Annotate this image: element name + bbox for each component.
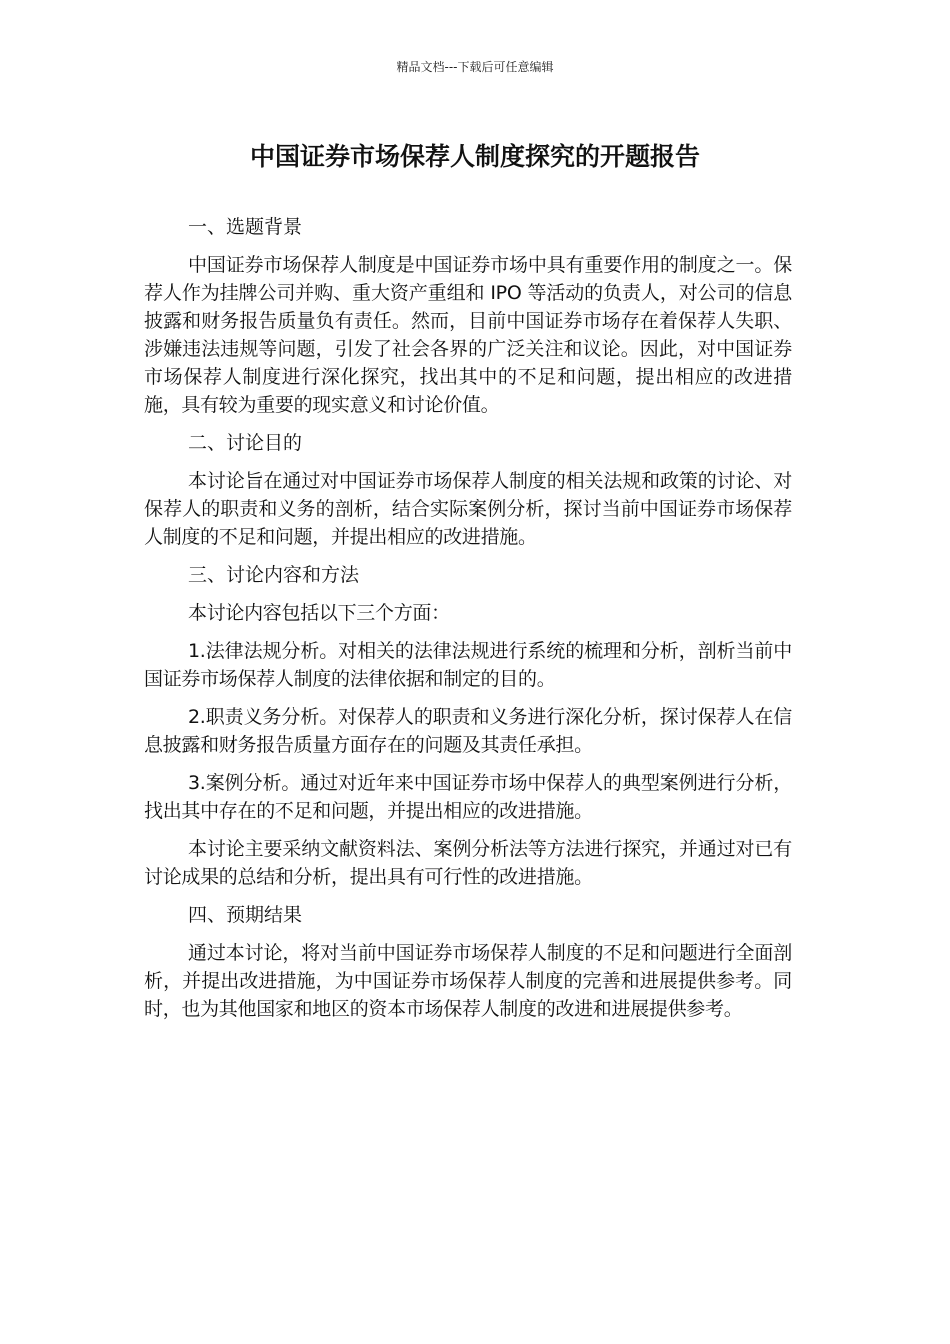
section-heading-background: 一、选题背景 — [188, 216, 303, 238]
list-item-case-analysis: 3.案例分析。通过对近年来中国证券市场中保荐人的典型案例进行分析，找出其中存在的不足和问题，并提出相应的改进措施。 — [144, 772, 792, 822]
document-title: 中国证券市场保荐人制度探究的开题报告 — [249, 142, 700, 171]
list-item-law-analysis: 1.法律法规分析。对相关的法律法规进行系统的梳理和分析，剖析当前中国证券市场保荐人制度的法律依据和制定的目的。 — [144, 640, 792, 690]
paragraph-background: 中国证券市场保荐人制度是中国证券市场中具有重要作用的制度之一。保荐人作为挂牌公司并购、重大资产重组和 IPO 等活动的负责人，对公司的信息披露和财务报告质量负有责任。然而，目前中国证券市场存在着保荐人失职、涉嫌违法违规等问题，引发了社会各界的广泛关注和议论。因此，对中国证券市场保荐人制度进行深化探究，找出其中的不足和问题，提出相应的改进措施，具有较为重要的现实意义和讨论价值。 — [144, 254, 792, 416]
paragraph-content-intro: 本讨论内容包括以下三个方面： — [188, 602, 450, 624]
list-item-duty-analysis: 2.职责义务分析。对保荐人的职责和义务进行深化分析，探讨保荐人在信息披露和财务报告质量方面存在的问题及其责任承担。 — [144, 706, 792, 756]
document-body — [144, 213, 792, 1033]
page-header-note: 精品文档---下载后可任意编辑 — [396, 60, 554, 74]
section-heading-purpose: 二、讨论目的 — [188, 432, 303, 454]
paragraph-methods: 本讨论主要采纳文献资料法、案例分析法等方法进行探究，并通过对已有讨论成果的总结和分析，提出具有可行性的改进措施。 — [144, 838, 792, 888]
paragraph-expected-results: 通过本讨论，将对当前中国证券市场保荐人制度的不足和问题进行全面剖析，并提出改进措施，为中国证券市场保荐人制度的完善和进展提供参考。同时，也为其他国家和地区的资本市场保荐人制度的改进和进展提供参考。 — [144, 942, 792, 1020]
section-heading-content-methods: 三、讨论内容和方法 — [188, 564, 360, 586]
section-heading-expected-results: 四、预期结果 — [188, 904, 303, 926]
paragraph-purpose: 本讨论旨在通过对中国证券市场保荐人制度的相关法规和政策的讨论、对保荐人的职责和义务的剖析，结合实际案例分析，探讨当前中国证券市场保荐人制度的不足和问题，并提出相应的改进措施。 — [144, 470, 792, 548]
